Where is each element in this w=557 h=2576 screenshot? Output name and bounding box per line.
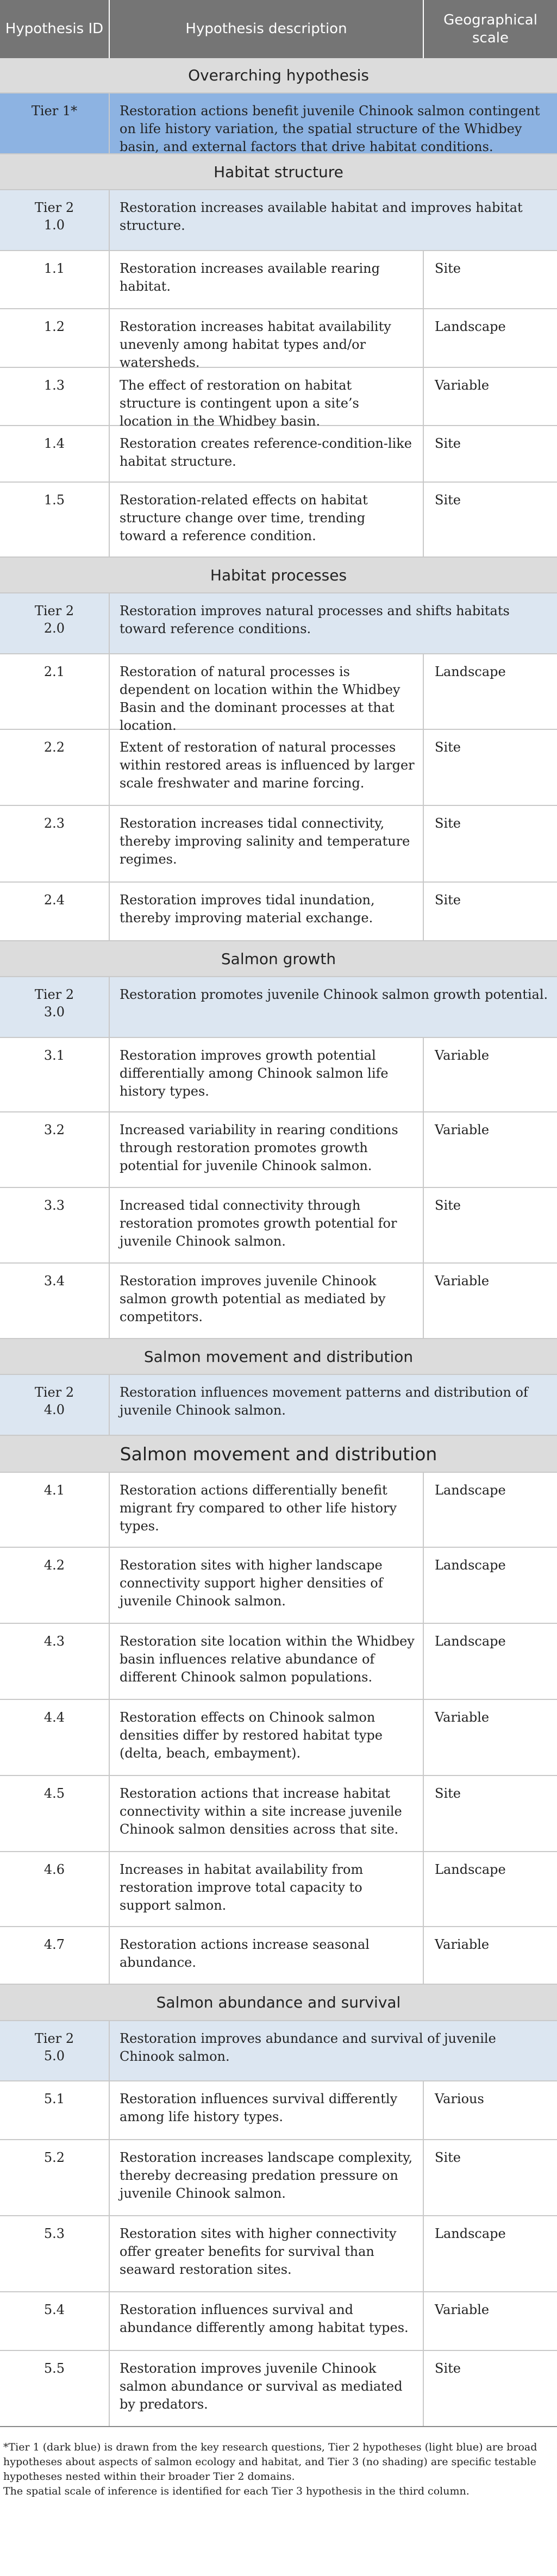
hypothesis-id: 4.4 [43, 1710, 65, 1725]
hypothesis-description: Restoration sites with higher connectivity offer greater benefits for survival than seaward restoration sites. [109, 2216, 424, 2291]
hypothesis-description: Restoration actions that increase habitat connectivity within a site increase juvenile Chinook salmon densities across that site. [109, 1776, 424, 1851]
geographical-scale: Site [435, 1786, 461, 1801]
geographical-scale: Site [435, 816, 461, 831]
hypothesis-id: 2.3 [43, 816, 65, 831]
section-heading: Habitat structure [0, 154, 557, 190]
geographical-scale: Site [435, 492, 461, 508]
hypothesis-description: Restoration of natural processes is dependent on location within the Whidbey Basin and the dominant processes at that location. [109, 654, 424, 729]
hypothesis-description: Restoration influences survival differently among life history types. [109, 2081, 424, 2139]
hypothesis-id: 1.3 [43, 378, 65, 393]
hypothesis-description: The effect of restoration on habitat structure is contingent upon a site’s location in the Whidbey basin. [109, 368, 424, 425]
hypothesis-id: 4.6 [43, 1862, 65, 1877]
hypothesis-description: Restoration improves juvenile Chinook salmon abundance or survival as mediated by predators. [109, 2351, 424, 2426]
hypothesis-description: Increased tidal connectivity through restoration promotes growth potential for juvenile Chinook salmon. [109, 1188, 424, 1262]
hypothesis-description: Extent of restoration of natural processes within restored areas is influenced by larger scale freshwater and marine forcing. [109, 730, 424, 805]
header-hypothesis-id: Hypothesis ID [5, 21, 104, 37]
geographical-scale: Variable [435, 378, 490, 393]
geographical-scale: Landscape [435, 2226, 506, 2241]
hypothesis-id: 3.4 [43, 1273, 65, 1289]
hypothesis-id: 5.2 [43, 2150, 65, 2165]
table-row [0, 2140, 557, 2216]
geographical-scale: Variable [435, 1048, 490, 1063]
hypothesis-description: Restoration actions benefit juvenile Chinook salmon contingent on life history variation, the spatial structure of the Whidbey basin, and external factors that drive habitat conditions. [109, 93, 557, 153]
hypothesis-description: Restoration site location within the Whidbey basin influences relative abundance of different Chinook salmon populations. [109, 1624, 424, 1699]
hypothesis-description: Restoration improves juvenile Chinook salmon growth potential as mediated by competitors. [109, 1264, 424, 1338]
hypothesis-id: 2.1 [43, 664, 65, 679]
table-row [0, 654, 557, 733]
header-hypothesis-description: Hypothesis description [109, 0, 424, 58]
hypothesis-description: Restoration influences movement patterns and distribution of juvenile Chinook salmon. [109, 1375, 557, 1435]
footnote-scale: The spatial scale of inference is identified for each Tier 3 hypothesis in the third column. [3, 2485, 470, 2497]
table-row [0, 2292, 557, 2351]
hypothesis-description: Restoration actions differentially benefit migrant fry compared to other life history types. [109, 1473, 424, 1547]
table-row [0, 883, 557, 941]
geographical-scale: Landscape [435, 664, 506, 679]
table-row [0, 1624, 557, 1700]
geographical-scale: Variable [435, 1937, 490, 1952]
table-row [0, 2216, 557, 2292]
geographical-scale: Site [435, 740, 461, 755]
geographical-scale: Landscape [435, 1483, 506, 1498]
table-row [0, 593, 557, 654]
geographical-scale: Landscape [435, 1862, 506, 1877]
table-row [0, 1700, 557, 1776]
hypothesis-id: 4.2 [43, 1558, 65, 1573]
hypothesis-description: Restoration promotes juvenile Chinook salmon growth potential. [109, 977, 557, 1037]
hypothesis-description: Increases in habitat availability from restoration improve total capacity to support salmon. [109, 1852, 424, 1926]
header-geographical-scale: Geographical scale [443, 11, 537, 46]
geographical-scale: Site [435, 2361, 461, 2376]
hypothesis-id: 3.3 [43, 1198, 65, 1213]
table-row [0, 1927, 557, 1985]
table-row [0, 806, 557, 883]
table-row [0, 483, 557, 558]
hypothesis-description: Restoration increases available habitat and improves habitat structure. [109, 190, 557, 250]
geographical-scale: Landscape [435, 1558, 506, 1573]
hypothesis-id: 5.4 [43, 2302, 65, 2317]
hypothesis-description: Restoration improves tidal inundation, thereby improving material exchange. [109, 883, 424, 940]
section-heading: Salmon growth [0, 941, 557, 977]
hypothesis-description: Restoration-related effects on habitat structure change over time, trending toward a reference condition. [109, 483, 424, 557]
hypothesis-id: 1.5 [43, 492, 65, 508]
hypothesis-id: 2.4 [43, 892, 65, 908]
hypothesis-id: 3.2 [43, 1122, 65, 1137]
hypothesis-id: Tier 2 4.0 [34, 1385, 74, 1417]
table-row [0, 1548, 557, 1624]
table-row [0, 1188, 557, 1264]
table-row [0, 977, 557, 1038]
hypothesis-description: Restoration increases landscape complexity, thereby decreasing predation pressure on juvenile Chinook salmon. [109, 2140, 424, 2215]
geographical-scale: Site [435, 2150, 461, 2165]
section-heading: Salmon movement and distribution [0, 1436, 557, 1473]
geographical-scale: Variable [435, 2302, 490, 2317]
hypothesis-description: Restoration increases available rearing habitat. [109, 251, 424, 308]
hypothesis-description: Restoration increases tidal connectivity, thereby improving salinity and temperature regimes. [109, 806, 424, 881]
section-heading: Salmon movement and distribution [0, 1339, 557, 1375]
table-row [0, 1038, 557, 1112]
table-row [0, 1473, 557, 1548]
geographical-scale: Site [435, 261, 461, 276]
hypothesis-id: 1.1 [43, 261, 65, 276]
table-row [0, 1375, 557, 1436]
table-row [0, 2021, 557, 2081]
section-heading: Habitat processes [0, 558, 557, 593]
section-heading: Salmon abundance and survival [0, 1985, 557, 2021]
table-footnote [0, 2440, 557, 2499]
hypothesis-id: 4.5 [43, 1786, 65, 1801]
geographical-scale: Landscape [435, 1634, 506, 1649]
hypothesis-description: Restoration creates reference-condition-like habitat structure. [109, 426, 424, 482]
hypothesis-description: Restoration increases habitat availability unevenly among habitat types and/or watersheds. [109, 309, 424, 367]
hypothesis-id: Tier 2 2.0 [34, 603, 74, 636]
geographical-scale: Landscape [435, 319, 506, 334]
table-row [0, 1852, 557, 1927]
hypothesis-id: 5.3 [43, 2226, 65, 2241]
hypothesis-id: Tier 2 3.0 [34, 987, 74, 1020]
hypothesis-description: Increased variability in rearing conditions through restoration promotes growth potential for juvenile Chinook salmon. [109, 1112, 424, 1187]
hypothesis-id: 5.5 [43, 2361, 65, 2376]
hypothesis-id: Tier 2 1.0 [34, 200, 74, 233]
table-row [0, 1112, 557, 1188]
table-row [0, 2081, 557, 2140]
hypothesis-id: 4.1 [43, 1483, 65, 1498]
geographical-scale: Variable [435, 1122, 490, 1137]
hypothesis-id: Tier 1* [31, 103, 78, 118]
hypothesis-id: 4.7 [43, 1937, 65, 1952]
table-row [0, 93, 557, 154]
table-row [0, 309, 557, 368]
hypothesis-description: Restoration improves natural processes and shifts habitats toward reference conditions. [109, 593, 557, 653]
hypothesis-id: 3.1 [43, 1048, 65, 1063]
table-row [0, 1264, 557, 1339]
section-heading: Overarching hypothesis [0, 58, 557, 93]
hypothesis-id: 4.3 [43, 1634, 65, 1649]
geographical-scale: Site [435, 892, 461, 908]
hypothesis-id: 1.2 [43, 319, 65, 334]
table-row [0, 190, 557, 251]
geographical-scale: Various [435, 2091, 484, 2106]
hypothesis-description: Restoration improves abundance and survival of juvenile Chinook salmon. [109, 2021, 557, 2080]
geographical-scale: Variable [435, 1273, 490, 1289]
hypothesis-description: Restoration influences survival and abundance differently among habitat types. [109, 2292, 424, 2350]
hypothesis-id: Tier 2 5.0 [34, 2031, 74, 2064]
hypothesis-description: Restoration improves growth potential differentially among Chinook salmon life history types. [109, 1038, 424, 1111]
hypothesis-id: 5.1 [43, 2091, 65, 2106]
hypothesis-description: Restoration actions increase seasonal abundance. [109, 1927, 424, 1984]
table-row [0, 426, 557, 483]
hypothesis-description: Restoration effects on Chinook salmon densities differ by restored habitat type (delta, beach, embayment). [109, 1700, 424, 1775]
geographical-scale: Site [435, 436, 461, 451]
table-row [0, 251, 557, 309]
table-row [0, 2351, 557, 2427]
table-header [0, 0, 557, 58]
hypothesis-id: 2.2 [43, 740, 65, 755]
table-row [0, 730, 557, 806]
hypothesis-id: 1.4 [43, 436, 65, 451]
table-row [0, 1776, 557, 1852]
footnote-tiers: *Tier 1 (dark blue) is drawn from the key research questions, Tier 2 hypotheses (light blue) are broad hypotheses about aspects of salmon ecology and habitat, and Tier 3 (no shading) are specific testable hypotheses nested within their broader Tier 2 domains. [3, 2441, 537, 2483]
table-row [0, 368, 557, 429]
geographical-scale: Variable [435, 1710, 490, 1725]
hypothesis-description: Restoration sites with higher landscape connectivity support higher densities of juvenile Chinook salmon. [109, 1548, 424, 1623]
geographical-scale: Site [435, 1198, 461, 1213]
